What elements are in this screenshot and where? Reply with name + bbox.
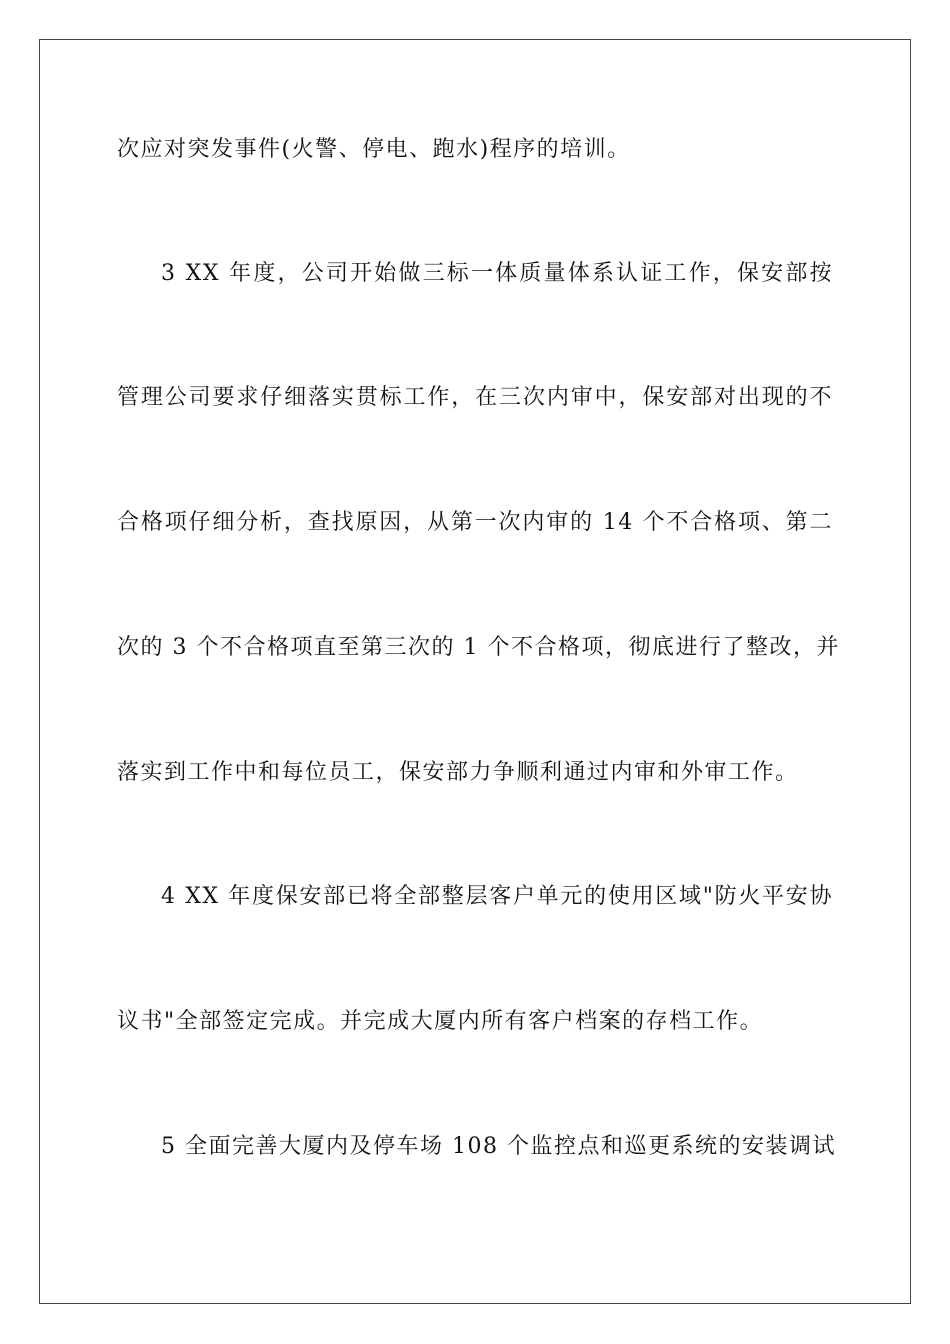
paragraph-3-line-1: 3 XX 年度，公司开始做三标一体质量体系认证工作，保安部按 (161, 261, 833, 286)
paragraph-4-line-1: 4 XX 年度保安部已将全部整层客户单元的使用区域"防火平安协 (161, 884, 833, 909)
paragraph-5-line-1: 5 全面完善大厦内及停车场 108 个监控点和巡更系统的安装调试 (161, 1134, 836, 1159)
paragraph-3-line-5: 落实到工作中和每位员工，保安部力争顺利通过内审和外审工作。 (117, 760, 799, 785)
paragraph-3-line-2: 管理公司要求仔细落实贯标工作，在三次内审中，保安部对出现的不 (117, 385, 833, 410)
paragraph-3-line-3: 合格项仔细分析，查找原因，从第一次内审的 14 个不合格项、第二 (117, 510, 833, 535)
page-border (39, 39, 911, 1304)
paragraph-3-line-4: 次的 3 个不合格项直至第三次的 1 个不合格项，彻底进行了整改，并 (117, 635, 840, 660)
paragraph-4-line-2: 议书"全部签定完成。并完成大厦内所有客户档案的存档工作。 (117, 1009, 764, 1034)
paragraph-2-line-end: 次应对突发事件(火警、停电、跑水)程序的培训。 (117, 137, 631, 162)
